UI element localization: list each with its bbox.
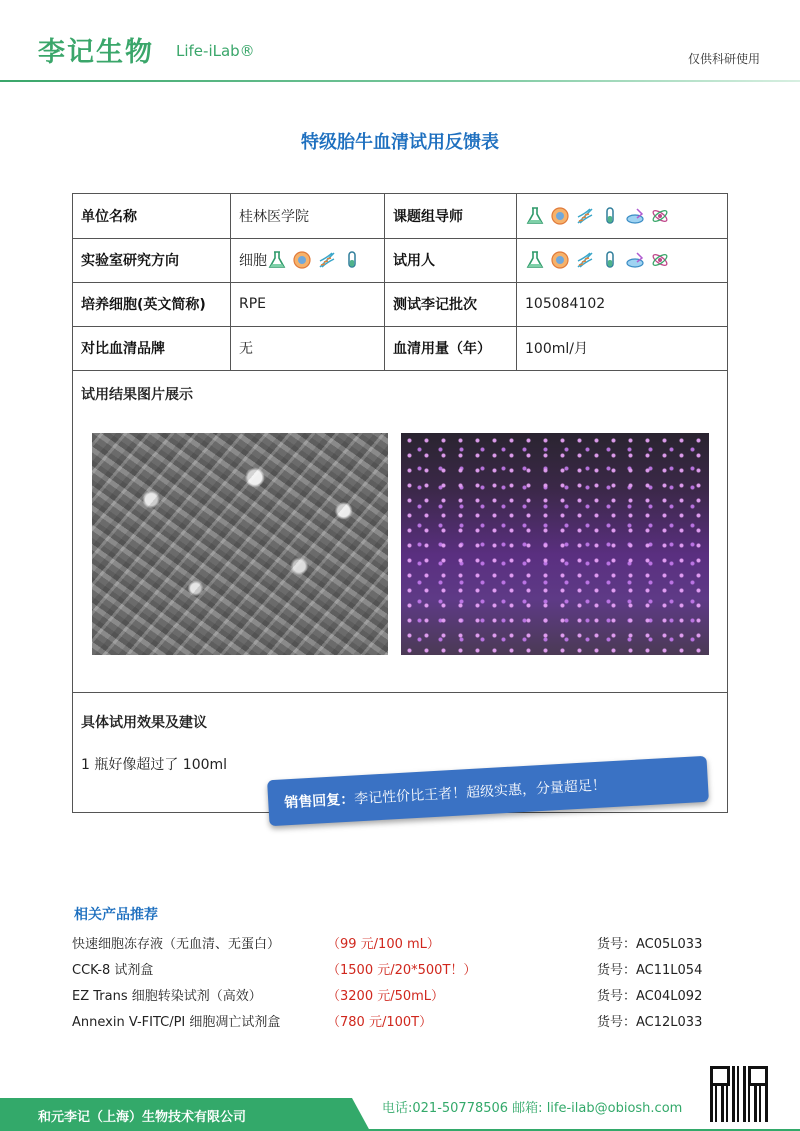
form-row (73, 282, 727, 327)
value-cell-line: RPE (231, 282, 385, 326)
label-advisor: 课题组导师 (385, 194, 517, 238)
tube-icon (600, 206, 620, 226)
atom-icon (650, 250, 670, 270)
form-row (73, 326, 727, 371)
label-compare-brand: 对比血清品牌 (73, 326, 231, 370)
stained-cells-image (401, 433, 709, 655)
atom-icon (650, 206, 670, 226)
brand-logo-cn: 李记生物 (38, 37, 154, 68)
value-unit: 桂林医学院 (231, 194, 385, 238)
petri-dish-icon (625, 206, 645, 226)
value-advisor (517, 194, 727, 238)
cell-icon (550, 250, 570, 270)
tube-icon (600, 250, 620, 270)
label-research-direction: 实验室研究方向 (73, 238, 231, 282)
product-code: 货号：AC04L092 (597, 989, 703, 1004)
cell-micrograph-image (92, 433, 388, 655)
product-price: （780 元/100T） (327, 1015, 433, 1030)
product-row (72, 959, 732, 983)
label-batch: 测试李记批次 (385, 282, 517, 326)
product-price: （1500 元/20*500T！） (327, 963, 477, 978)
flask-icon (267, 250, 287, 270)
cell-icon (292, 250, 312, 270)
value-batch: 105084102 (525, 296, 606, 312)
feedback-form (72, 193, 728, 813)
product-code: 货号：AC12L033 (597, 1015, 703, 1030)
reply-prefix: 销售回复： (283, 791, 355, 812)
effect-label: 具体试用效果及建议 (81, 715, 207, 731)
product-name: EZ Trans 细胞转染试剂（高效） (72, 989, 262, 1004)
form-row (73, 194, 727, 239)
product-name: 快速细胞冻存液（无血清、无蛋白） (72, 937, 281, 952)
label-cell-line: 培养细胞(英文简称) (73, 282, 231, 326)
product-code: 货号：AC11L054 (597, 963, 703, 978)
qr-code (710, 1066, 768, 1122)
product-price: （99 元/100 mL） (327, 937, 440, 952)
value-compare-brand: 无 (231, 326, 385, 370)
dna-icon (317, 250, 337, 270)
product-row (72, 1011, 732, 1035)
value-serum-usage: 100ml/月 (525, 341, 588, 357)
product-row (72, 933, 732, 957)
tube-icon (342, 250, 362, 270)
dna-icon (575, 250, 595, 270)
header-divider (0, 80, 800, 82)
product-row (72, 985, 732, 1009)
label-trial-user: 试用人 (385, 238, 517, 282)
recommend-title: 相关产品推荐 (74, 907, 158, 923)
product-name: CCK-8 试剂盒 (72, 963, 154, 978)
flask-icon (525, 250, 545, 270)
product-price: （3200 元/50mL） (327, 989, 445, 1004)
form-row (73, 238, 727, 283)
flask-icon (525, 206, 545, 226)
science-icons (525, 206, 670, 226)
research-direction-text: 细胞 (239, 253, 267, 269)
effect-text: 1 瓶好像超过了 100ml (81, 757, 228, 773)
value-trial-user (517, 238, 727, 282)
reply-text: 李记性价比王者！超级实惠，分量超足！ (353, 777, 607, 808)
product-code: 货号：AC05L033 (597, 937, 703, 952)
research-use-notice: 仅供科研使用 (687, 52, 760, 66)
brand-logo-en: Life-iLab® (176, 42, 255, 60)
section-divider (73, 691, 727, 693)
product-name: Annexin V-FITC/PI 细胞凋亡试剂盒 (72, 1015, 281, 1030)
company-name: 和元李记（上海）生物技术有限公司 (38, 1110, 247, 1125)
page-header (0, 0, 800, 82)
cell-icon (550, 206, 570, 226)
value-research-direction (231, 238, 385, 282)
petri-dish-icon (625, 250, 645, 270)
contact-info: 电话:021-50778506 邮箱: life-ilab@obiosh.com (382, 1101, 683, 1116)
results-label: 试用结果图片展示 (81, 387, 193, 403)
label-unit: 单位名称 (73, 194, 231, 238)
science-icons (267, 250, 362, 270)
label-serum-usage: 血清用量（年） (385, 326, 517, 370)
page-title: 特级胎牛血清试用反馈表 (301, 132, 499, 153)
dna-icon (575, 206, 595, 226)
science-icons (525, 250, 670, 270)
